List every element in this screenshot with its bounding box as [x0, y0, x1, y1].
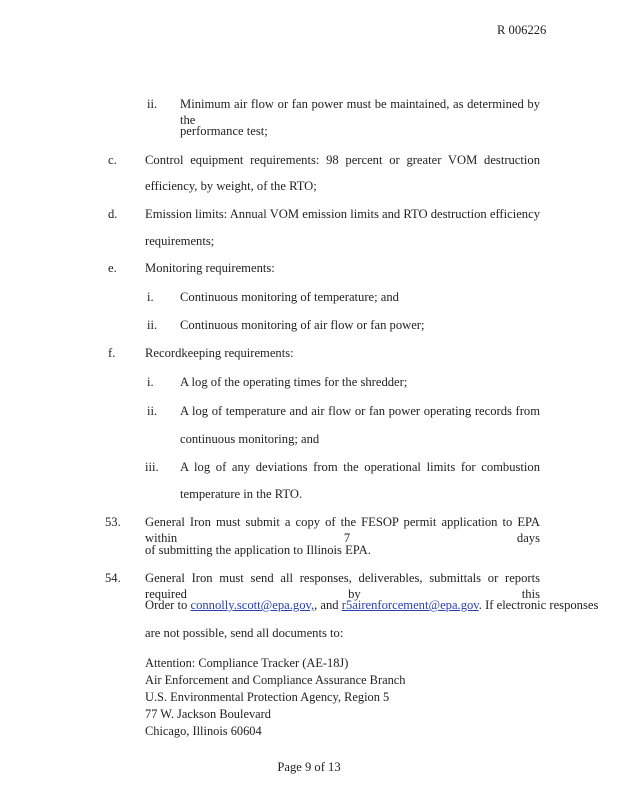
item-text: Emission limits: Annual VOM emission limits and RTO destruction efficiency: [145, 207, 540, 221]
item-text: temperature in the RTO.: [180, 487, 303, 501]
item-label: d.: [108, 207, 118, 221]
item-text: requirements;: [145, 234, 215, 248]
address-line: Air Enforcement and Compliance Assurance Branch: [145, 673, 406, 687]
paragraph-number: 54.: [105, 571, 121, 585]
item-label: ii.: [147, 404, 158, 418]
paragraph-text: of submitting the application to Illinois EPA.: [145, 543, 371, 557]
paragraph-number: 53.: [105, 515, 121, 529]
item-label: iii.: [145, 460, 159, 474]
item-text: efficiency, by weight, of the RTO;: [145, 179, 317, 193]
text: Order to: [145, 598, 188, 612]
item-text: A log of the operating times for the shredder;: [180, 375, 408, 389]
paragraph-text: General Iron must send all responses, deliverables, submittals or reports required by this: [145, 571, 540, 601]
item-text: continuous monitoring; and: [180, 432, 320, 446]
item-text: Monitoring requirements:: [145, 261, 275, 275]
item-text: A log of any deviations from the operational limits for combustion: [180, 460, 540, 474]
item-text: A log of temperature and air flow or fan power operating records from: [180, 404, 540, 418]
email-link-r5airenforcement[interactable]: r5airenforcement@epa.gov: [341, 598, 479, 612]
item-label: i.: [147, 375, 154, 389]
item-label: ii.: [147, 318, 158, 332]
item-label: ii.: [147, 97, 158, 111]
address-line: Chicago, Illinois 60604: [145, 724, 262, 738]
paragraph-text: are not possible, send all documents to:: [145, 626, 344, 640]
item-text: Control equipment requirements: 98 percent or greater VOM destruction: [145, 153, 540, 167]
paragraph-text-line: [145, 597, 598, 613]
item-label: e.: [108, 261, 117, 275]
item-text: Continuous monitoring of air flow or fan power;: [180, 318, 425, 332]
address-line: 77 W. Jackson Boulevard: [145, 707, 271, 721]
address-line: U.S. Environmental Protection Agency, Region 5: [145, 690, 390, 704]
text: . If electronic responses: [478, 598, 599, 612]
item-label: c.: [108, 153, 117, 167]
item-text: Minimum air flow or fan power must be maintained, as determined by the: [180, 97, 540, 127]
item-text: Continuous monitoring of temperature; and: [180, 290, 399, 304]
text: , and: [314, 598, 339, 612]
page-number: Page 9 of 13: [277, 760, 341, 774]
address-line: Attention: Compliance Tracker (AE-18J): [145, 656, 349, 670]
item-text: performance test;: [180, 124, 268, 138]
email-link-connolly[interactable]: connolly.scott@epa.gov,: [190, 598, 315, 612]
item-label: f.: [108, 346, 116, 360]
paragraph-text: General Iron must submit a copy of the FESOP permit application to EPA within 7 days: [145, 515, 540, 545]
item-label: i.: [147, 290, 154, 304]
bates-number: R 006226: [497, 23, 547, 37]
item-text: Recordkeeping requirements:: [145, 346, 294, 360]
